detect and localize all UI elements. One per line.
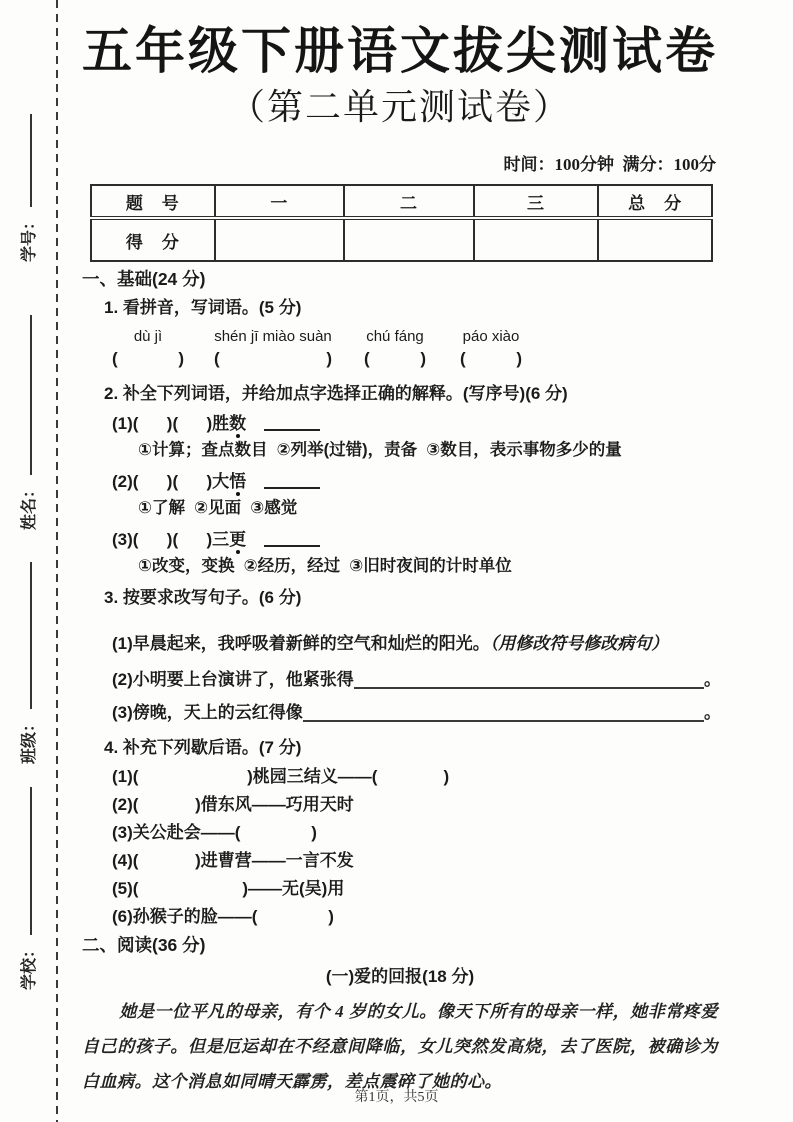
answer-line	[354, 687, 704, 689]
q2-item-2-text: (2)( )( )大	[112, 472, 230, 491]
binding-dashed-line	[56, 0, 58, 1122]
student-id-label: 学号：	[21, 213, 38, 262]
q1-item	[460, 328, 522, 370]
reading-passage-title: (一)爱的回报(18 分)	[325, 967, 475, 986]
answer-line	[303, 720, 704, 722]
class-blank-line	[30, 562, 32, 709]
section-1-heading: 一、基础(24 分)	[82, 269, 206, 289]
score-cell	[344, 218, 474, 261]
close-bracket: )	[420, 349, 426, 368]
paper-title: 五年级下册语文拔尖测试卷	[82, 23, 718, 79]
student-id-field	[16, 114, 39, 262]
q1-stem: 1. 看拼音，写词语。(5 分)	[104, 298, 302, 317]
q2-item-2-dotted-char: 悟	[229, 472, 247, 491]
answer-brackets	[460, 348, 522, 370]
close-bracket: )	[516, 349, 522, 368]
q1-item	[364, 328, 426, 370]
sentence-period: 。	[704, 703, 721, 722]
answer-brackets	[214, 348, 332, 370]
close-bracket: )	[178, 349, 184, 368]
pinyin-text: shén jī miào suàn	[214, 328, 332, 345]
pinyin-text: dù jì	[133, 328, 163, 345]
pinyin-text: chú fáng	[366, 328, 424, 345]
q3-item-2-text: (2)小明要上台演讲了，他紧张得	[112, 670, 354, 689]
q3-stem: 3. 按要求改写句子。(6 分)	[104, 588, 302, 607]
q4-item: (3)关公赴会——( )	[112, 823, 317, 842]
q4-item: (4)( )进曹营——一言不发	[112, 851, 354, 870]
score-cell	[474, 218, 599, 261]
open-bracket: (	[364, 349, 370, 368]
q3-item-1-note: （用修改符号修改病句）	[489, 634, 669, 653]
close-bracket: )	[326, 349, 332, 368]
score-table-header-row	[91, 185, 712, 218]
pinyin-text: páo xiào	[462, 328, 520, 345]
time-score-meta: 时间：100分钟 满分：100分	[503, 155, 716, 174]
score-row-label: 得 分	[91, 218, 215, 261]
q4-item: (5)( )——无(吴)用	[112, 879, 345, 898]
open-bracket: (	[460, 349, 466, 368]
q2-item-3	[112, 527, 718, 553]
page-number-footer: 第1页，共5页	[354, 1090, 439, 1105]
q3-item-3-text: (3)傍晚，天上的云红得像	[112, 703, 303, 722]
q4-item: (2)( )借东风——巧用天时	[112, 795, 354, 814]
q2-item-1-options: ①计算；查点数目 ②列举(过错)，责备 ③数目，表示事物多少的量	[138, 441, 622, 459]
paper-subtitle: （第二单元测试卷）	[228, 87, 571, 127]
q1-item	[214, 328, 332, 370]
class-label: 班级：	[21, 715, 38, 764]
score-header-cell: 题 号	[91, 185, 215, 218]
q2-stem: 2. 补全下列词语，并给加点字选择正确的解释。(写序号)(6 分)	[104, 384, 568, 403]
open-bracket: (	[112, 349, 118, 368]
score-header-cell: 二	[344, 185, 474, 218]
class-field	[16, 562, 39, 764]
reading-passage-paragraph: 她是一位平凡的母亲，有个 4 岁的女儿。像天下所有的母亲一样，她非常疼爱自己的孩子。但是厄运却在不经意间降临，女儿突然发高烧，去了医院，被确诊为白血病。这个消息如同晴天霹雳，差点震碎了她的心。	[82, 1002, 718, 1091]
q2-item-1-dotted-char: 数	[229, 414, 247, 433]
q4-item: (1)( )桃园三结义——( )	[112, 767, 450, 786]
q2-item-2	[112, 469, 718, 495]
open-bracket: (	[214, 349, 220, 368]
section-2-heading: 二、阅读(36 分)	[82, 935, 206, 955]
q2-item-3-dotted-char: 更	[229, 530, 247, 549]
school-field	[16, 787, 39, 990]
student-name-field	[16, 315, 39, 530]
q2-item-1	[112, 411, 718, 437]
answer-brackets	[364, 348, 426, 370]
student-id-blank-line	[30, 114, 32, 207]
school-label: 学校：	[21, 941, 38, 990]
q2-item-1-text: (1)( )( )胜	[112, 414, 230, 433]
score-cell	[598, 218, 712, 261]
q3-item-3	[112, 699, 721, 727]
q3-item-2	[112, 666, 721, 694]
q1-item	[112, 328, 184, 370]
answer-blank	[264, 475, 320, 489]
paper-content	[82, 0, 721, 1099]
q4-stem: 4. 补充下列歇后语。(7 分)	[104, 738, 302, 757]
q2-item-3-text: (3)( )( )三	[112, 530, 230, 549]
answer-blank	[264, 417, 320, 431]
student-name-blank-line	[30, 315, 32, 475]
q4-item: (6)孙猴子的脸——( )	[112, 907, 334, 926]
answer-blank	[264, 533, 320, 547]
school-blank-line	[30, 787, 32, 935]
q2-item-3-options: ①改变，变换 ②经历，经过 ③旧时夜间的计时单位	[138, 557, 512, 575]
score-cell	[215, 218, 345, 261]
score-table	[90, 184, 713, 262]
q1-pinyin-row	[112, 328, 718, 370]
score-header-cell: 三	[474, 185, 599, 218]
sentence-period: 。	[704, 670, 721, 689]
q3-item-1-text: (1)早晨起来，我呼吸着新鲜的空气和灿烂的阳光。	[112, 634, 490, 653]
score-header-cell: 总 分	[598, 185, 712, 218]
score-header-cell: 一	[215, 185, 345, 218]
q2-item-2-options: ①了解 ②见面 ③感觉	[138, 499, 298, 517]
student-name-label: 姓名：	[21, 481, 38, 530]
score-table-score-row	[91, 218, 712, 261]
q3-item-1	[112, 632, 718, 656]
answer-brackets	[112, 348, 184, 370]
